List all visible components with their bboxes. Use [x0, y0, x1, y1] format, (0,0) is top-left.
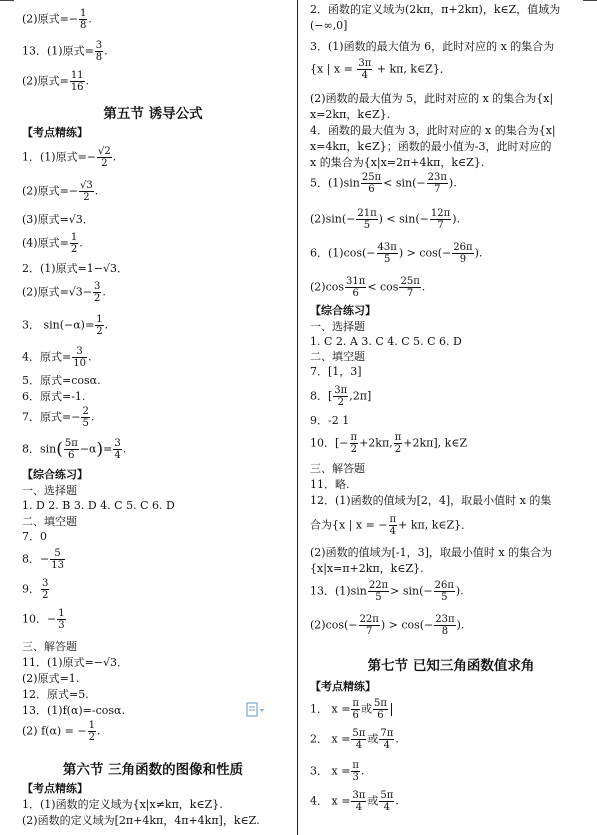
- answer-line: 2．(1)原式=1−√3．: [22, 262, 129, 275]
- fraction: $\frac{3}{2}$: [42, 578, 49, 601]
- subsection-heading: 【综合练习】: [22, 468, 88, 481]
- fraction: $\frac{25\pi}{6}$: [361, 172, 382, 195]
- fraction: $\frac{5\pi}{6}$: [374, 698, 387, 721]
- fraction: $\frac{2}{5}$: [82, 406, 89, 429]
- answer-line: (2)原式=− $\frac{√3}{2}$ .: [22, 180, 99, 203]
- answer-line: {x | x = $\frac{3\pi}{4}$ + kπ, k∈Z}．: [310, 58, 451, 81]
- fraction: $\frac{25\pi}{7}$: [400, 276, 420, 299]
- fraction: $\frac{\pi}{2}$: [350, 432, 358, 455]
- answer-line: 1．(1)函数的定义域为{x|x≠kπ，k∈Z}.: [22, 798, 223, 811]
- answer-line: 2． x = $\frac{5\pi}{4}$ 或 $\frac{7\pi}{4}$ .: [310, 728, 399, 751]
- answer-line: x=2kπ，k∈Z}.: [310, 108, 391, 121]
- answer-line: 1. D 2. B 3. D 4. C 5. C 6. D: [22, 499, 175, 512]
- column-divider: [297, 0, 298, 835]
- subheading: 二、填空题: [310, 350, 365, 363]
- answer-line: 6．(1)cos(− $\frac{43\pi}{5}$ ) > cos(− $\frac{26\pi}{9}$ ).: [310, 242, 483, 265]
- crop-mark-left: [0, 0, 14, 1]
- subheading: 三、解答题: [22, 640, 77, 653]
- answer-line: 11．(1)原式=−√3．: [22, 656, 129, 669]
- fraction: $\frac{26\pi}{5}$: [434, 580, 454, 603]
- answer-line: 1．(1)原式=− $\frac{√2}{2}$ .: [22, 146, 117, 169]
- fraction: $\frac{3}{10}$: [73, 346, 86, 369]
- subsection-heading: 【综合练习】: [310, 304, 376, 317]
- answer-line: (2)cos $\frac{31\pi}{6}$ < cos $\frac{25\pi}{7}$ .: [310, 276, 426, 299]
- fraction: $\frac{3}{2}$: [94, 281, 101, 304]
- answer-line: 8．− $\frac{5}{13}$: [22, 548, 64, 571]
- fraction: $\frac{\pi}{2}$: [394, 432, 402, 455]
- fraction: $\frac{3\pi}{4}$: [352, 790, 366, 813]
- section-title: 第六节 三角函数的图像和性质: [62, 762, 244, 778]
- subsection-heading: 【考点精练】: [310, 680, 376, 693]
- answer-line: 6．原式=-1.: [22, 390, 86, 403]
- fraction: $\frac{√2}{2}$: [98, 146, 111, 169]
- text-cursor: [391, 703, 392, 716]
- answer-line: (2)函数的最大值为 5，此时对应的 x 的集合为{x|: [310, 92, 554, 105]
- fraction: $\frac{31\pi}{6}$: [346, 276, 366, 299]
- fraction: $\frac{23\pi}{7}$: [427, 172, 447, 195]
- fraction: $\frac{7\pi}{4}$: [380, 728, 394, 751]
- fraction: $\frac{\pi}{4}$: [389, 514, 397, 537]
- answer-line: 8．sin( $\frac{5\pi}{6}$ −α)= $\frac{3}{4}$ .: [22, 438, 127, 461]
- fraction: $\frac{√3}{2}$: [80, 180, 93, 203]
- fraction: $\frac{21\pi}{5}$: [357, 208, 377, 231]
- fraction: $\frac{3}{8}$: [95, 40, 103, 63]
- fraction: $\frac{3\pi}{2}$: [334, 385, 348, 408]
- document-icon[interactable]: [245, 702, 267, 718]
- crop-mark-right: [583, 0, 597, 1]
- answer-line: (2)函数的值域为[-1，3]，取最小值时 x 的集合为: [310, 546, 553, 559]
- answer-line: 3． sin(−α)= $\frac{1}{2}$ .: [22, 314, 109, 337]
- section-title: 第七节 已知三角函数值求角: [367, 658, 535, 674]
- answer-line: 4． x = $\frac{3\pi}{4}$ 或 $\frac{5\pi}{4}$ .: [310, 790, 399, 813]
- answer-line: (2)原式= $\frac{11}{16}$ .: [22, 70, 90, 93]
- fraction: $\frac{3}{4}$: [114, 438, 121, 461]
- fraction: $\frac{\pi}{3}$: [352, 760, 359, 783]
- answer-line: (2)sin(− $\frac{21\pi}{5}$ ) < sin(− $\frac{12\pi}{7}$ ).: [310, 208, 460, 231]
- fraction: $\frac{5\pi}{6}$: [64, 438, 78, 461]
- answer-line: x=4kπ，k∈Z}；函数的最小值为-3，此时对应的: [310, 140, 552, 153]
- answer-line: 10．[− $\frac{\pi}{2}$ +2kπ, $\frac{\pi}{2}$ +2kπ], k∈Z: [310, 432, 468, 455]
- answer-line: (2)原式=√3− $\frac{3}{2}$ .: [22, 281, 106, 304]
- fraction: $\frac{12\pi}{7}$: [430, 208, 451, 231]
- fraction: $\frac{11}{16}$: [70, 70, 84, 93]
- fraction: $\frac{\pi}{6}$: [352, 698, 359, 721]
- answer-line: (2)原式=− $\frac{1}{8}$ .: [22, 8, 92, 31]
- answer-line: 10．− $\frac{1}{3}$: [22, 608, 65, 631]
- subheading: 一、选择题: [310, 320, 365, 333]
- fraction: $\frac{43\pi}{5}$: [377, 242, 397, 265]
- section-title: 第五节 诱导公式: [103, 106, 203, 122]
- fraction: $\frac{22\pi}{5}$: [368, 580, 389, 603]
- fraction: $\frac{5\pi}{4}$: [352, 728, 366, 751]
- answer-line: (3)原式=√3．: [22, 213, 94, 226]
- answer-line: 3．(1)函数的最大值为 6，此时对应的 x 的集合为: [310, 40, 555, 53]
- answer-line: 9．-2 1: [310, 414, 350, 427]
- answer-line: 9． $\frac{3}{2}$: [22, 578, 49, 601]
- answer-line: 1. C 2. A 3. C 4. C 5. C 6. D: [310, 335, 462, 348]
- answer-line: 5．原式=cosα.: [22, 374, 101, 387]
- answer-line: 5．(1)sin $\frac{25\pi}{6}$ < sin(− $\frac{23\pi}{7}$ ).: [310, 172, 457, 195]
- answer-line: 1． x = $\frac{\pi}{6}$ 或 $\frac{5\pi}{6}$: [310, 698, 392, 721]
- answer-line: 2．函数的定义域为(2kπ，π+2kπ)，k∈Z，值域为: [310, 3, 561, 16]
- answer-line: 11．略.: [310, 478, 350, 491]
- answer-line: 12．(1)函数的值域为[2，4]，取最小值时 x 的集: [310, 494, 552, 507]
- subsection-heading: 【考点精练】: [22, 782, 88, 795]
- answer-line: (4)原式= $\frac{1}{2}$ .: [22, 232, 83, 255]
- fraction: $\frac{26\pi}{9}$: [453, 242, 473, 265]
- answer-line: 13．(1)f(α)=-cosα.: [22, 704, 125, 717]
- subsection-heading: 【考点精练】: [22, 126, 88, 139]
- fraction: $\frac{1}{2}$: [70, 232, 78, 255]
- fraction: $\frac{22\pi}{7}$: [359, 614, 379, 637]
- fraction: $\frac{23\pi}{8}$: [435, 614, 455, 637]
- fraction: $\frac{3\pi}{4}$: [358, 58, 372, 81]
- fraction: $\frac{1}{2}$: [96, 314, 103, 337]
- answer-line: 4．原式= $\frac{3}{10}$ .: [22, 346, 92, 369]
- fraction: $\frac{1}{2}$: [88, 720, 95, 743]
- answer-line: 4．函数的最大值为 3，此时对应的 x 的集合为{x|: [310, 124, 556, 137]
- answer-line: 3． x = $\frac{\pi}{3}$ .: [310, 760, 365, 783]
- subheading: 一、选择题: [22, 484, 77, 497]
- subheading: 三、解答题: [310, 462, 365, 475]
- fraction: $\frac{1}{3}$: [58, 608, 65, 631]
- answer-line: 7．0: [22, 530, 47, 543]
- subheading: 二、填空题: [22, 515, 77, 528]
- answer-line: (2)cos(− $\frac{22\pi}{7}$ ) > cos(− $\frac{23\pi}{8}$ ).: [310, 614, 465, 637]
- answer-line: 12．原式=5.: [22, 688, 89, 701]
- answer-line: (2)函数的定义域为[2π+4kπ，4π+4kπ]，k∈Z.: [22, 814, 260, 827]
- answer-line: {x|x=π+2kπ，k∈Z}.: [310, 562, 424, 575]
- answer-line: (2)原式=1.: [22, 672, 80, 685]
- answer-line: x 的集合为{x|x=2π+4kπ，k∈Z}.: [310, 156, 485, 169]
- answer-line: 13．(1)原式= $\frac{3}{8}$ .: [22, 40, 108, 63]
- answer-line: (2) f(α) = − $\frac{1}{2}$ .: [22, 720, 101, 743]
- fraction: $\frac{5}{13}$: [51, 548, 64, 571]
- answer-line: 合为{x | x = − $\frac{\pi}{4}$ + kπ, k∈Z}．: [310, 514, 473, 537]
- fraction: $\frac{5\pi}{4}$: [380, 790, 394, 813]
- answer-line: 7．原式=− $\frac{2}{5}$ .: [22, 406, 95, 429]
- answer-line: (−∞,0]: [310, 19, 348, 32]
- fraction: $\frac{1}{8}$: [80, 8, 87, 31]
- answer-line: 8．[ $\frac{3\pi}{2}$ ,2π]: [310, 385, 372, 408]
- answer-line: 7．[1，3]: [310, 365, 362, 378]
- answer-line: 13．(1)sin $\frac{22\pi}{5}$ > sin(− $\frac{26\pi}{5}$ ).: [310, 580, 464, 603]
